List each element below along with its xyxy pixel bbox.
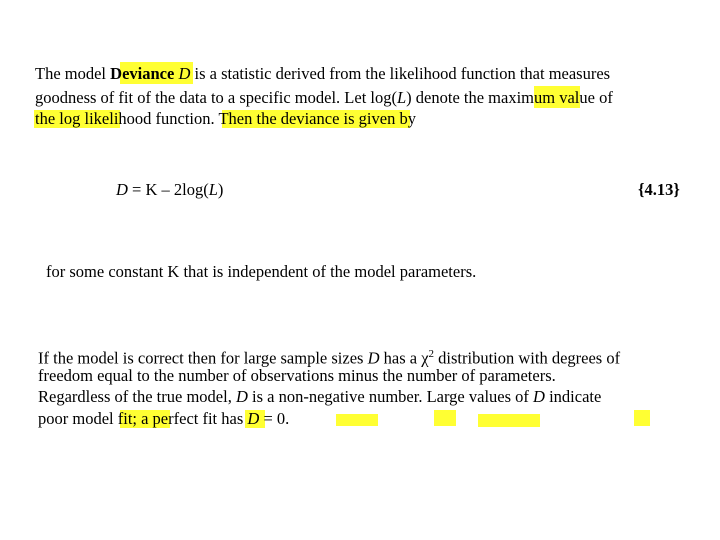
highlight-mark [434,410,456,426]
highlight-mark [634,410,650,426]
paragraph1-line2: goodness of fit of the data to a specific model. Let log(L) denote the maximum value of [35,88,613,107]
paragraph1-line1: The model Deviance D is a statistic derived from the likelihood function that measures [35,64,611,83]
paragraph2-line3: Regardless of the true model, D is a non-negative number. Large values of D indicate [38,387,602,406]
chi-symbol: χ [421,348,429,368]
equation-note: for some constant K that is independent of the model parameters. [46,262,477,281]
paragraph2-line4: poor model fit; a perfect fit has D = 0. [38,409,290,428]
deviance-term: Deviance [110,64,175,83]
highlight-mark [478,414,540,427]
paragraph1-line3: the log likelihood function. Then the deviance is given by [35,109,416,128]
paragraph2-line1: If the model is correct then for large sample sizes D has a $\chi^2$ distribution with degrees of [38,348,621,368]
paragraph2-line2: freedom equal to the number of observations minus the number of parameters. [38,366,556,385]
equation-number: {4.13} [638,180,680,199]
highlight-mark [336,414,378,426]
equation: D = K – 2log(L) [116,180,224,199]
